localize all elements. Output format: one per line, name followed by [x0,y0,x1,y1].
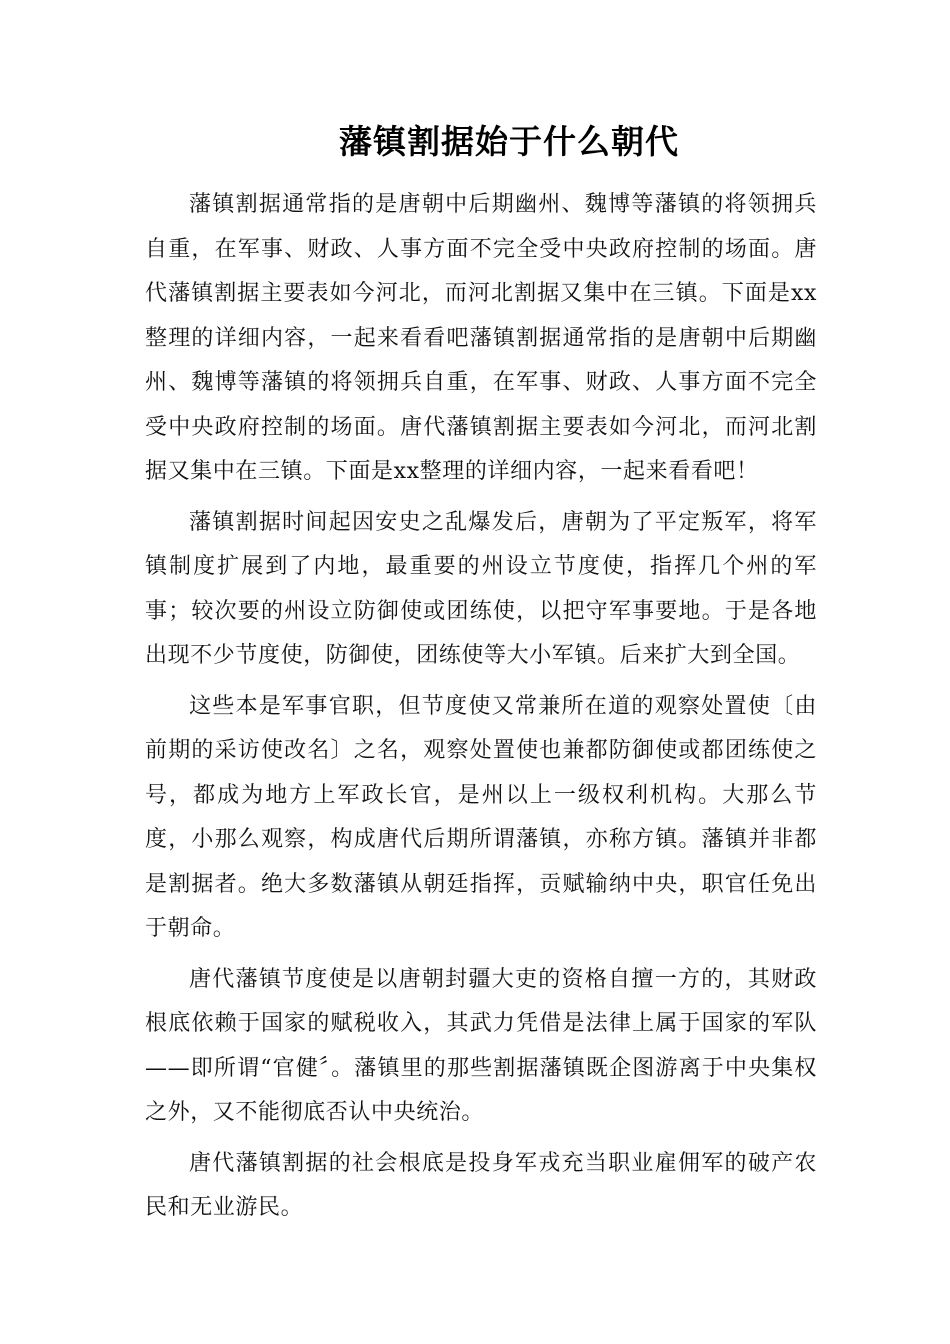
paragraph: 这些本是军事官职，但节度使又常兼所在道的观察处置使〔由前期的采访使改名〕之名，观察处置使也兼都防御使或都团练使之号，都成为地方上军政长官，是州以上一级权利机构。大那么节度，小那么观察，构成唐代后期所谓藩镇，亦称方镇。藩镇并非都是割据者。绝大多数藩镇从朝廷指挥，贡赋输纳中央，职官任免出于朝命。 [145,693,817,941]
document-body [145,183,817,1237]
paragraph: 唐代藩镇割据的社会根底是投身军戎充当职业雇佣军的破产农民和无业游民。 [145,1150,817,1220]
paragraph: 藩镇割据通常指的是唐朝中后期幽州、魏博等藩镇的将领拥兵自重，在军事、财政、人事方面不完全受中央政府控制的场面。唐代藩镇割据主要表如今河北，而河北割据又集中在三镇。下面是xx整理的详细内容，一起来看看吧藩镇割据通常指的是唐朝中后期幽州、魏博等藩镇的将领拥兵自重，在军事、财政、人事方面不完全受中央政府控制的场面。唐代藩镇割据主要表如今河北，而河北割据又集中在三镇。下面是xx整理的详细内容，一起来看看吧！ [145,192,817,484]
paragraph: 唐代藩镇节度使是以唐朝封疆大吏的资格自擅一方的，其财政根底依赖于国家的赋税收入，其武力凭借是法律上属于国家的军队——即所谓“官健〞。藩镇里的那些割据藩镇既企图游离于中央集权之外，又不能彻底否认中央统治。 [145,966,817,1125]
paragraph: 藩镇割据时间起因安史之乱爆发后，唐朝为了平定叛军，将军镇制度扩展到了内地，最重要的州设立节度使，指挥几个州的军事；较次要的州设立防御使或团练使，以把守军事要地。于是各地出现不少节度使，防御使，团练使等大小军镇。后来扩大到全国。 [145,509,817,668]
document-title: 藩镇割据始于什么朝代 [339,122,679,161]
